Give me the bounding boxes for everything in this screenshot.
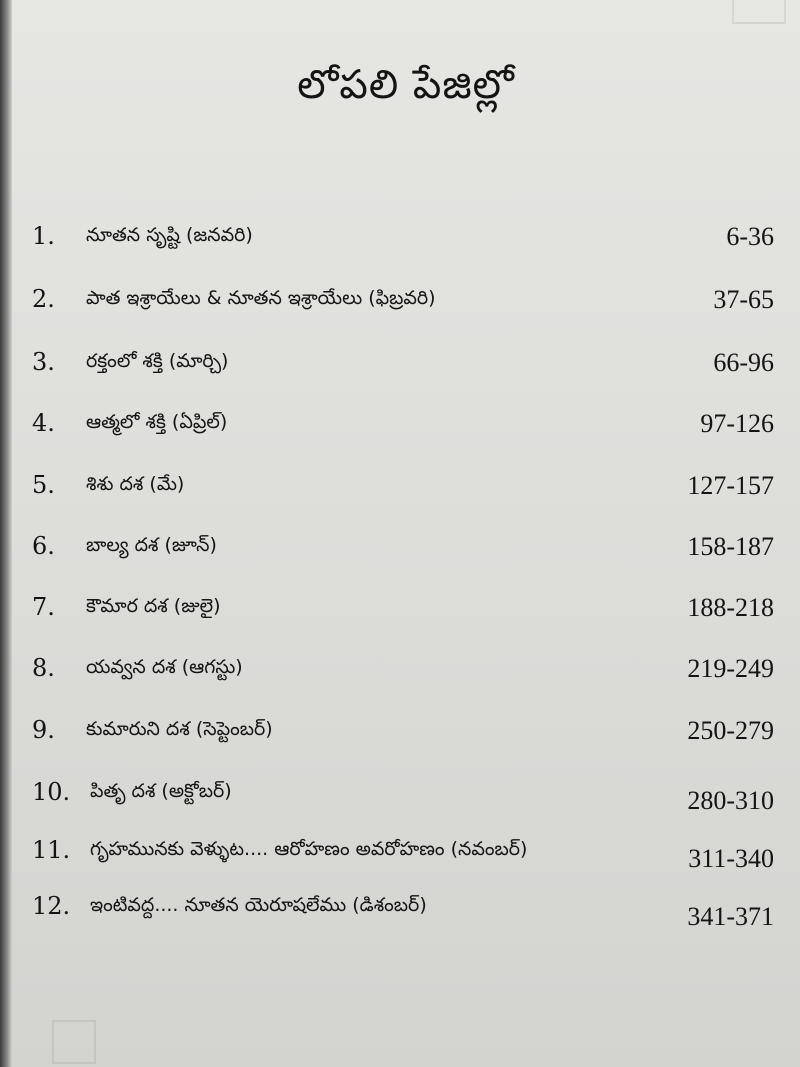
entry-pages: 97-126 [700, 409, 774, 438]
entry-pages: 66-96 [713, 348, 774, 377]
toc-entry [12, 589, 800, 629]
entry-pages: 219-249 [687, 654, 774, 683]
entry-number: 2. [32, 285, 55, 313]
entry-number: 12. [32, 892, 71, 920]
entry-pages: 188-218 [687, 593, 774, 622]
entry-title: పితృ దశ (అక్టోబర్) [90, 780, 232, 802]
entry-title: కుమారుని దశ (సెప్టెంబర్) [86, 718, 273, 740]
entry-pages: 250-279 [687, 716, 774, 745]
entry-pages: 311-340 [688, 844, 774, 873]
table-of-contents [12, 0, 800, 1067]
entry-title: నూతన సృష్టి (జనవరి) [86, 224, 253, 246]
entry-title: ఇంటివద్ద.... నూతన యెరూషలేము (డిశంబర్) [90, 894, 427, 916]
toc-entry [12, 650, 800, 690]
entry-title: కౌమార దశ (జులై) [86, 595, 221, 617]
entry-number: 9. [32, 716, 55, 744]
toc-entry [12, 344, 800, 384]
entry-number: 7. [32, 593, 55, 621]
entry-title: బాల్య దశ (జూన్) [86, 534, 217, 556]
entry-number: 8. [32, 654, 55, 682]
entry-number: 5. [32, 471, 55, 499]
entry-number: 3. [32, 348, 55, 376]
entry-pages: 6-36 [726, 222, 774, 251]
entry-title: రక్తంలో శక్తి (మార్చి) [86, 350, 229, 372]
entry-pages: 158-187 [687, 532, 774, 561]
entry-number: 1. [32, 222, 55, 250]
toc-entry [12, 832, 800, 872]
page-edge-shadow [0, 0, 12, 1067]
entry-title: ఆత్మలో శక్తి (ఏప్రిల్) [86, 411, 228, 433]
entry-number: 10. [32, 778, 71, 806]
entry-pages: 341-371 [687, 902, 774, 931]
toc-entry [12, 774, 800, 814]
page-title: లోపలి పేజిల్లో [297, 62, 515, 108]
entry-pages: 37-65 [713, 285, 774, 314]
entry-pages: 280-310 [687, 786, 774, 815]
entry-title: పాత ఇశ్రాయేలు & నూతన ఇశ్రాయేలు (ఫిబ్రవరి) [86, 287, 436, 309]
entry-pages: 127-157 [687, 471, 774, 500]
entry-number: 4. [32, 409, 55, 437]
toc-entry [12, 218, 800, 258]
entry-number: 6. [32, 532, 55, 560]
entry-title: శిశు దశ (మే) [86, 473, 185, 495]
book-page [12, 0, 800, 1067]
entry-number: 11. [32, 836, 71, 864]
toc-entry [12, 712, 800, 752]
toc-entry [12, 281, 800, 321]
toc-entry [12, 888, 800, 931]
toc-entry [12, 405, 800, 445]
entry-title: గృహమునకు వెళ్ళుట.... ఆరోహణం అవరోహణం (నవంబర్) [90, 838, 528, 860]
toc-entry [12, 528, 800, 568]
entry-title: యవ్వన దశ (ఆగస్టు) [86, 656, 243, 678]
toc-entry [12, 467, 800, 507]
